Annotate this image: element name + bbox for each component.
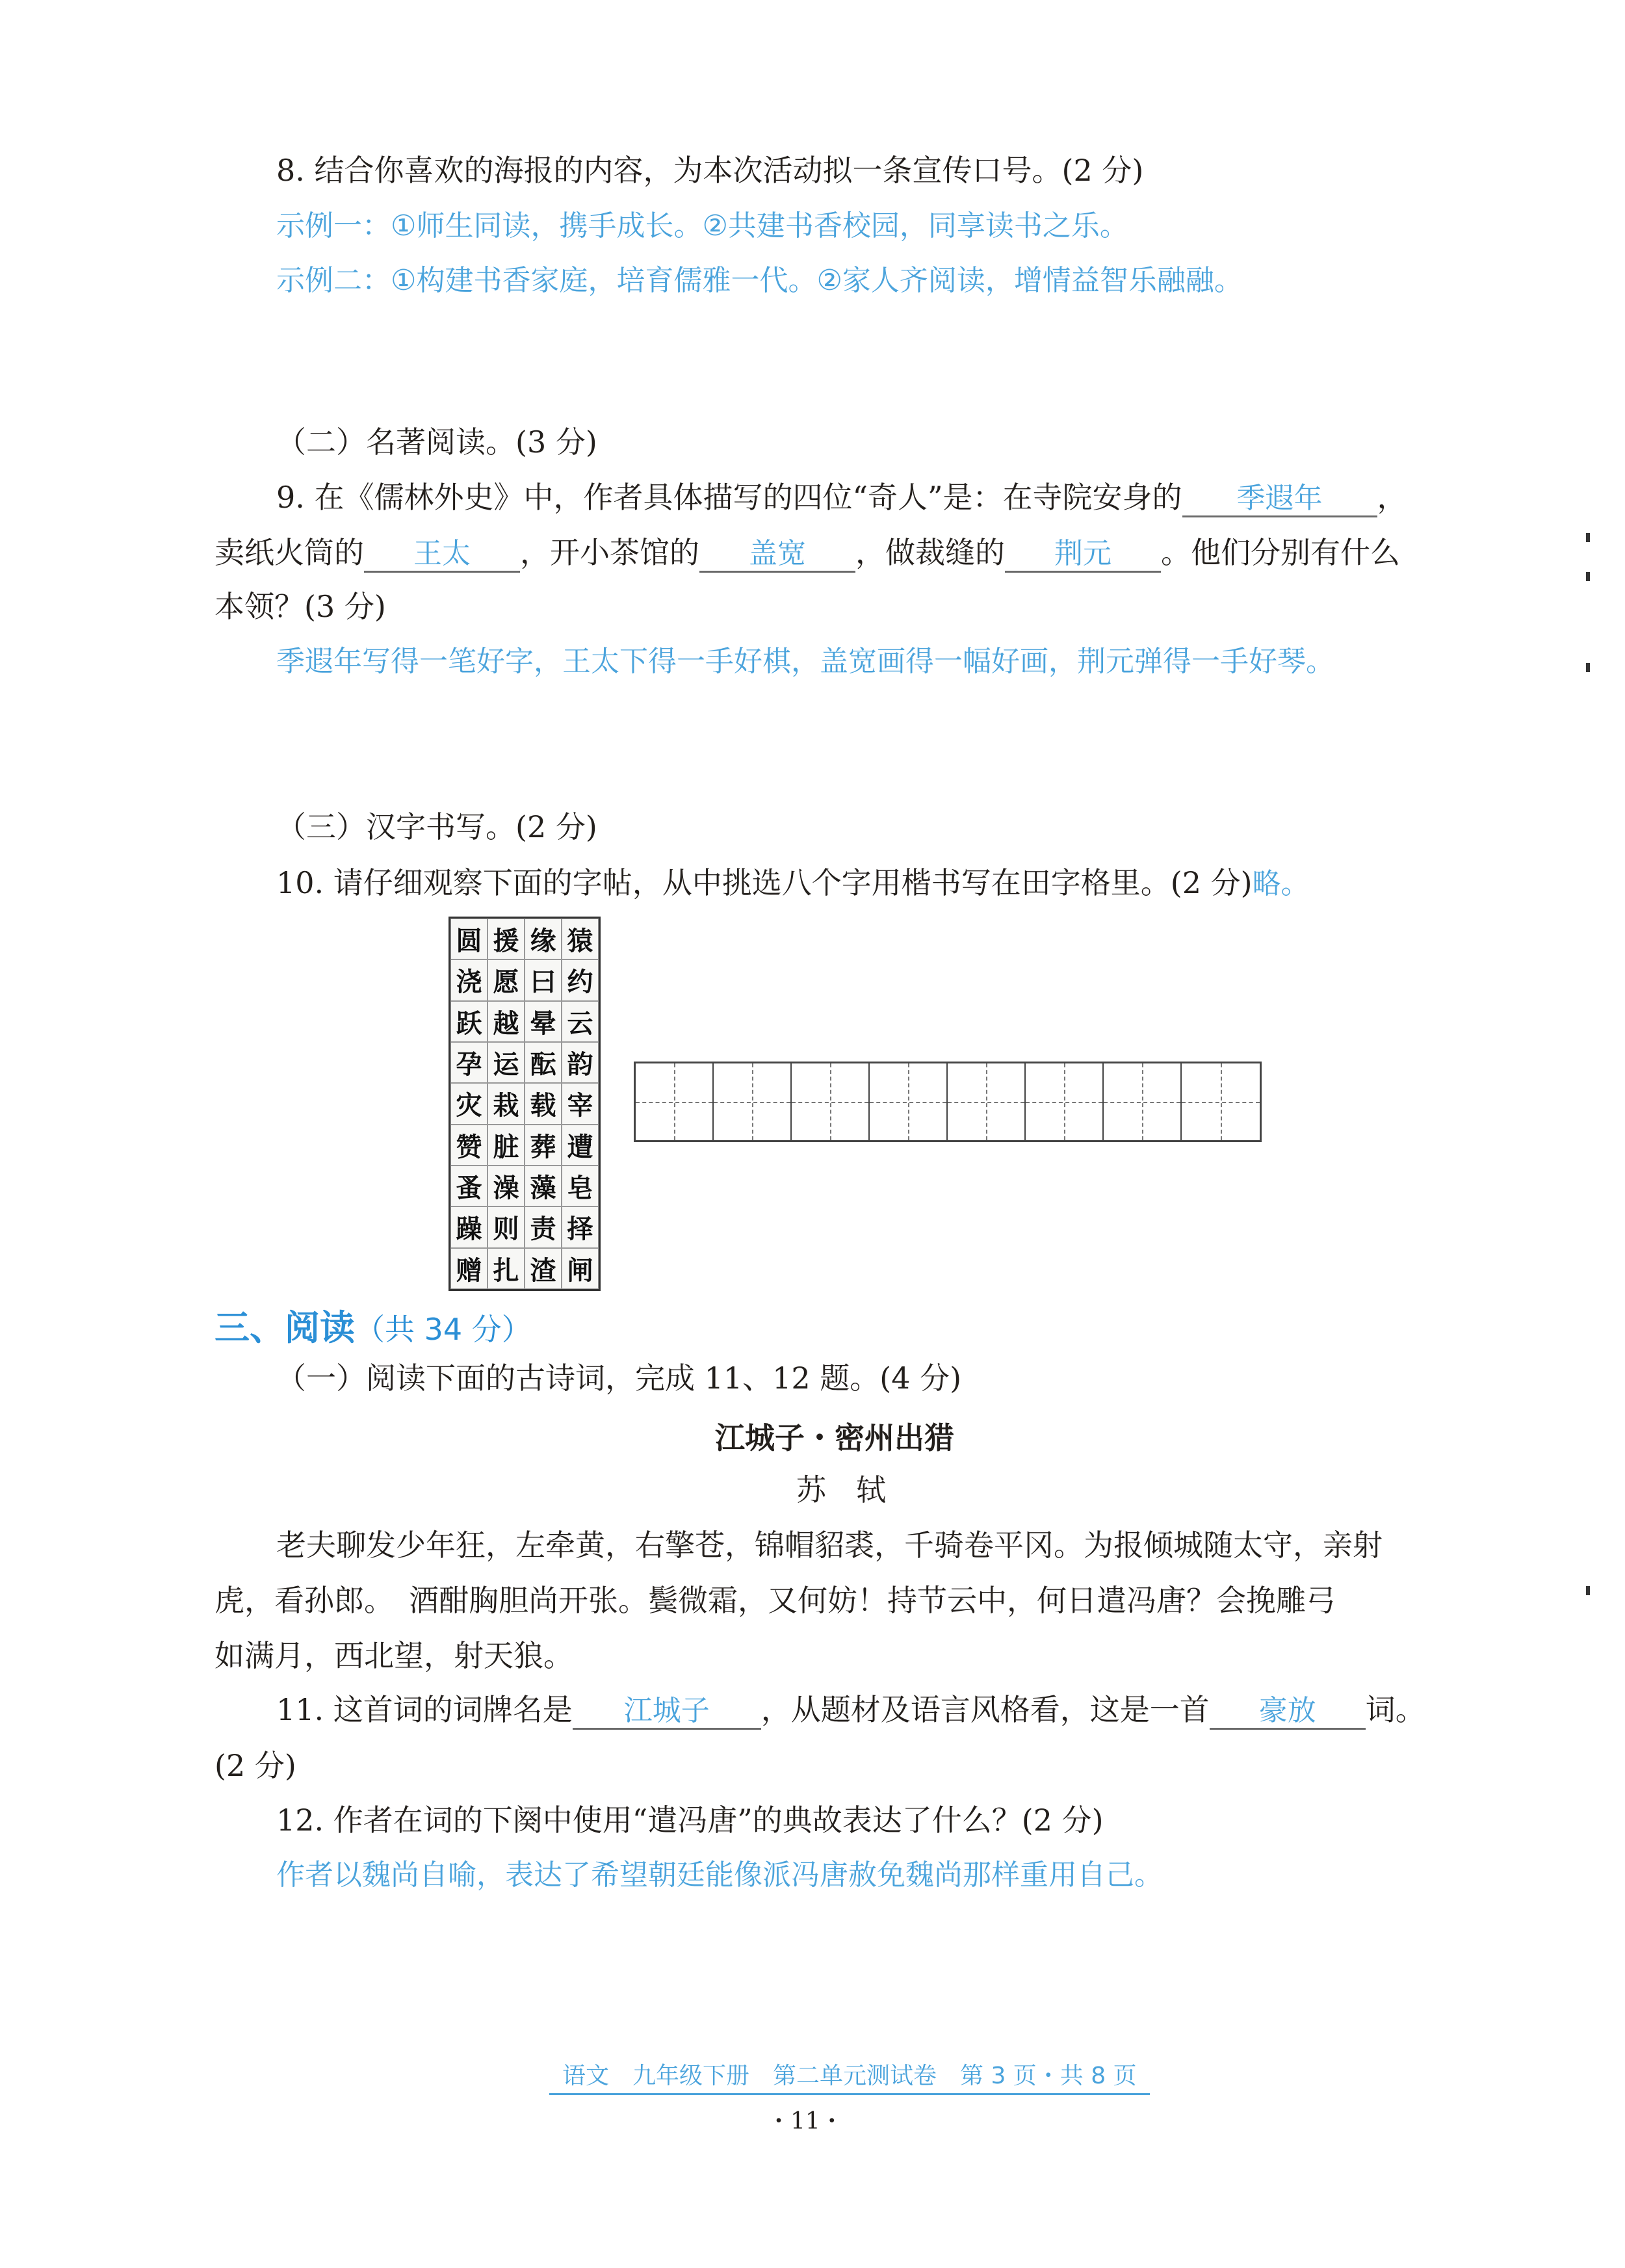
copybook-char: 闸	[562, 1248, 599, 1289]
copybook-char: 蚤	[450, 1166, 488, 1206]
scan-mark	[1586, 533, 1590, 542]
copybook-char: 则	[488, 1206, 525, 1247]
q11-blank-1: 江城子	[573, 1694, 761, 1730]
tian-cell[interactable]	[948, 1063, 1026, 1140]
copybook-char: 圆	[450, 919, 488, 959]
copybook-char: 脏	[488, 1125, 525, 1166]
part3-heading: （三）汉字书写。(2 分)	[276, 809, 597, 844]
copybook-char: 孕	[450, 1042, 488, 1083]
q8-prompt: 8. 结合你喜欢的海报的内容，为本次活动拟一条宣传口号。(2 分)	[276, 153, 1144, 188]
copybook-char: 浇	[450, 959, 488, 1000]
q8-answer-2: 示例二：①构建书香家庭，培育儒雅一代。②家人齐阅读，增情益智乐融融。	[276, 264, 1243, 297]
copybook-char: 灾	[450, 1083, 488, 1124]
copybook-char: 缘	[525, 919, 562, 959]
tian-cell[interactable]	[1182, 1063, 1260, 1140]
section3-score: （共 34 分）	[355, 1312, 532, 1347]
scan-mark	[1586, 1586, 1590, 1595]
copybook-char: 藻	[525, 1166, 562, 1206]
tian-cell[interactable]	[636, 1063, 714, 1140]
q8-answer-1: 示例一：①师生同读，携手成长。②共建书香校园，同享读书之乐。	[276, 209, 1128, 242]
copybook-char: 载	[525, 1083, 562, 1124]
q9-line1	[276, 478, 1407, 517]
copybook-char: 遭	[562, 1125, 599, 1166]
copybook-char: 云	[562, 1001, 599, 1042]
copybook-char: 运	[488, 1042, 525, 1083]
copybook-image	[448, 917, 601, 1291]
copybook-char: 韵	[562, 1042, 599, 1083]
copybook-char: 曰	[525, 959, 562, 1000]
section3-title-text: 三、阅读	[214, 1307, 355, 1348]
copybook-char: 葬	[525, 1125, 562, 1166]
copybook-char: 澡	[488, 1166, 525, 1206]
q10-prompt: 10. 请仔细观察下面的字帖，从中挑选八个字用楷书写在田字格里。(2 分)	[276, 865, 1253, 900]
part2-heading: （二）名著阅读。(3 分)	[276, 424, 597, 460]
q11-line2: (2 分)	[214, 1748, 296, 1783]
q9-text-d: ，开小茶馆的	[520, 535, 699, 570]
poem-line-3: 如满月，西北望，射天狼。	[214, 1638, 573, 1673]
poem-author: 苏 轼	[796, 1472, 886, 1507]
q9-blank-1: 季遐年	[1182, 482, 1377, 517]
q9-text-c: 卖纸火筒的	[214, 535, 364, 570]
copybook-char: 赠	[450, 1248, 488, 1289]
q9-line2	[214, 533, 1400, 573]
q9-blank-3: 盖宽	[699, 537, 855, 573]
copybook-char: 越	[488, 1001, 525, 1042]
tian-cell[interactable]	[1104, 1063, 1182, 1140]
tian-cell[interactable]	[792, 1063, 870, 1140]
q9-line3: 本领？(3 分)	[214, 589, 386, 624]
q12-prompt: 12. 作者在词的下阕中使用“遣冯唐”的典故表达了什么？(2 分)	[276, 1803, 1104, 1838]
section3-title	[214, 1300, 532, 1350]
poem-line-2: 虎，看孙郎。 酒酣胸胆尚开张。鬓微霜，又何妨！持节云中，何日遣冯唐？会挽雕弓	[214, 1583, 1336, 1618]
copybook-char: 赞	[450, 1125, 488, 1166]
q11-text-a: 11. 这首词的词牌名是	[276, 1692, 573, 1727]
q12-answer: 作者以魏尚自喻，表达了希望朝廷能像派冯唐赦免魏尚那样重用自己。	[276, 1858, 1163, 1892]
copybook-char: 躁	[450, 1206, 488, 1247]
copybook-char: 宰	[562, 1083, 599, 1124]
q11-line1	[276, 1690, 1425, 1730]
scan-mark	[1586, 663, 1590, 672]
footer-info: 语文 九年级下册 第二单元测试卷 第 3 页・共 8 页	[549, 2057, 1150, 2095]
q11-blank-2: 豪放	[1210, 1694, 1366, 1730]
q9-text-f: 。他们分别有什么	[1161, 535, 1400, 570]
copybook-char: 栽	[488, 1083, 525, 1124]
copybook-char: 酝	[525, 1042, 562, 1083]
q9-text-b: ，	[1377, 480, 1407, 515]
tian-cell[interactable]	[1026, 1063, 1104, 1140]
section3-sub1: （一）阅读下面的古诗词，完成 11、12 题。(4 分)	[276, 1361, 962, 1396]
q10-line	[276, 863, 1310, 904]
tian-cell[interactable]	[714, 1063, 792, 1140]
copybook-char: 扎	[488, 1248, 525, 1289]
copybook-char: 皂	[562, 1166, 599, 1206]
copybook-char: 择	[562, 1206, 599, 1247]
tian-zi-grid[interactable]	[634, 1062, 1262, 1142]
q9-blank-4: 荆元	[1005, 537, 1161, 573]
poem-line-1: 老夫聊发少年狂，左牵黄，右擎苍，锦帽貂裘，千骑卷平冈。为报倾城随太守，亲射	[276, 1528, 1383, 1563]
q11-text-c: 词。	[1365, 1692, 1425, 1727]
copybook-char: 跃	[450, 1001, 488, 1042]
q11-text-b: ，从题材及语言风格看，这是一首	[760, 1692, 1210, 1727]
poem-title: 江城子・密州出猎	[715, 1420, 954, 1455]
copybook-char: 约	[562, 959, 599, 1000]
copybook-char: 责	[525, 1206, 562, 1247]
copybook-char: 援	[488, 919, 525, 959]
scan-mark	[1586, 572, 1590, 581]
tian-cell[interactable]	[870, 1063, 948, 1140]
q9-text-e: ，做裁缝的	[855, 535, 1005, 570]
copybook-char: 愿	[488, 959, 525, 1000]
q9-answer: 季遐年写得一笔好字，王太下得一手好棋，盖宽画得一幅好画，荆元弹得一手好琴。	[276, 645, 1334, 678]
q10-answer: 略。	[1252, 867, 1310, 900]
q9-text-a: 9. 在《儒林外史》中，作者具体描写的四位“奇人”是：在寺院安身的	[276, 480, 1182, 515]
copybook-char: 晕	[525, 1001, 562, 1042]
q9-blank-2: 王太	[364, 537, 520, 573]
page-number: ・11・	[767, 2108, 844, 2135]
copybook-char: 渣	[525, 1248, 562, 1289]
copybook-char: 猿	[562, 919, 599, 959]
